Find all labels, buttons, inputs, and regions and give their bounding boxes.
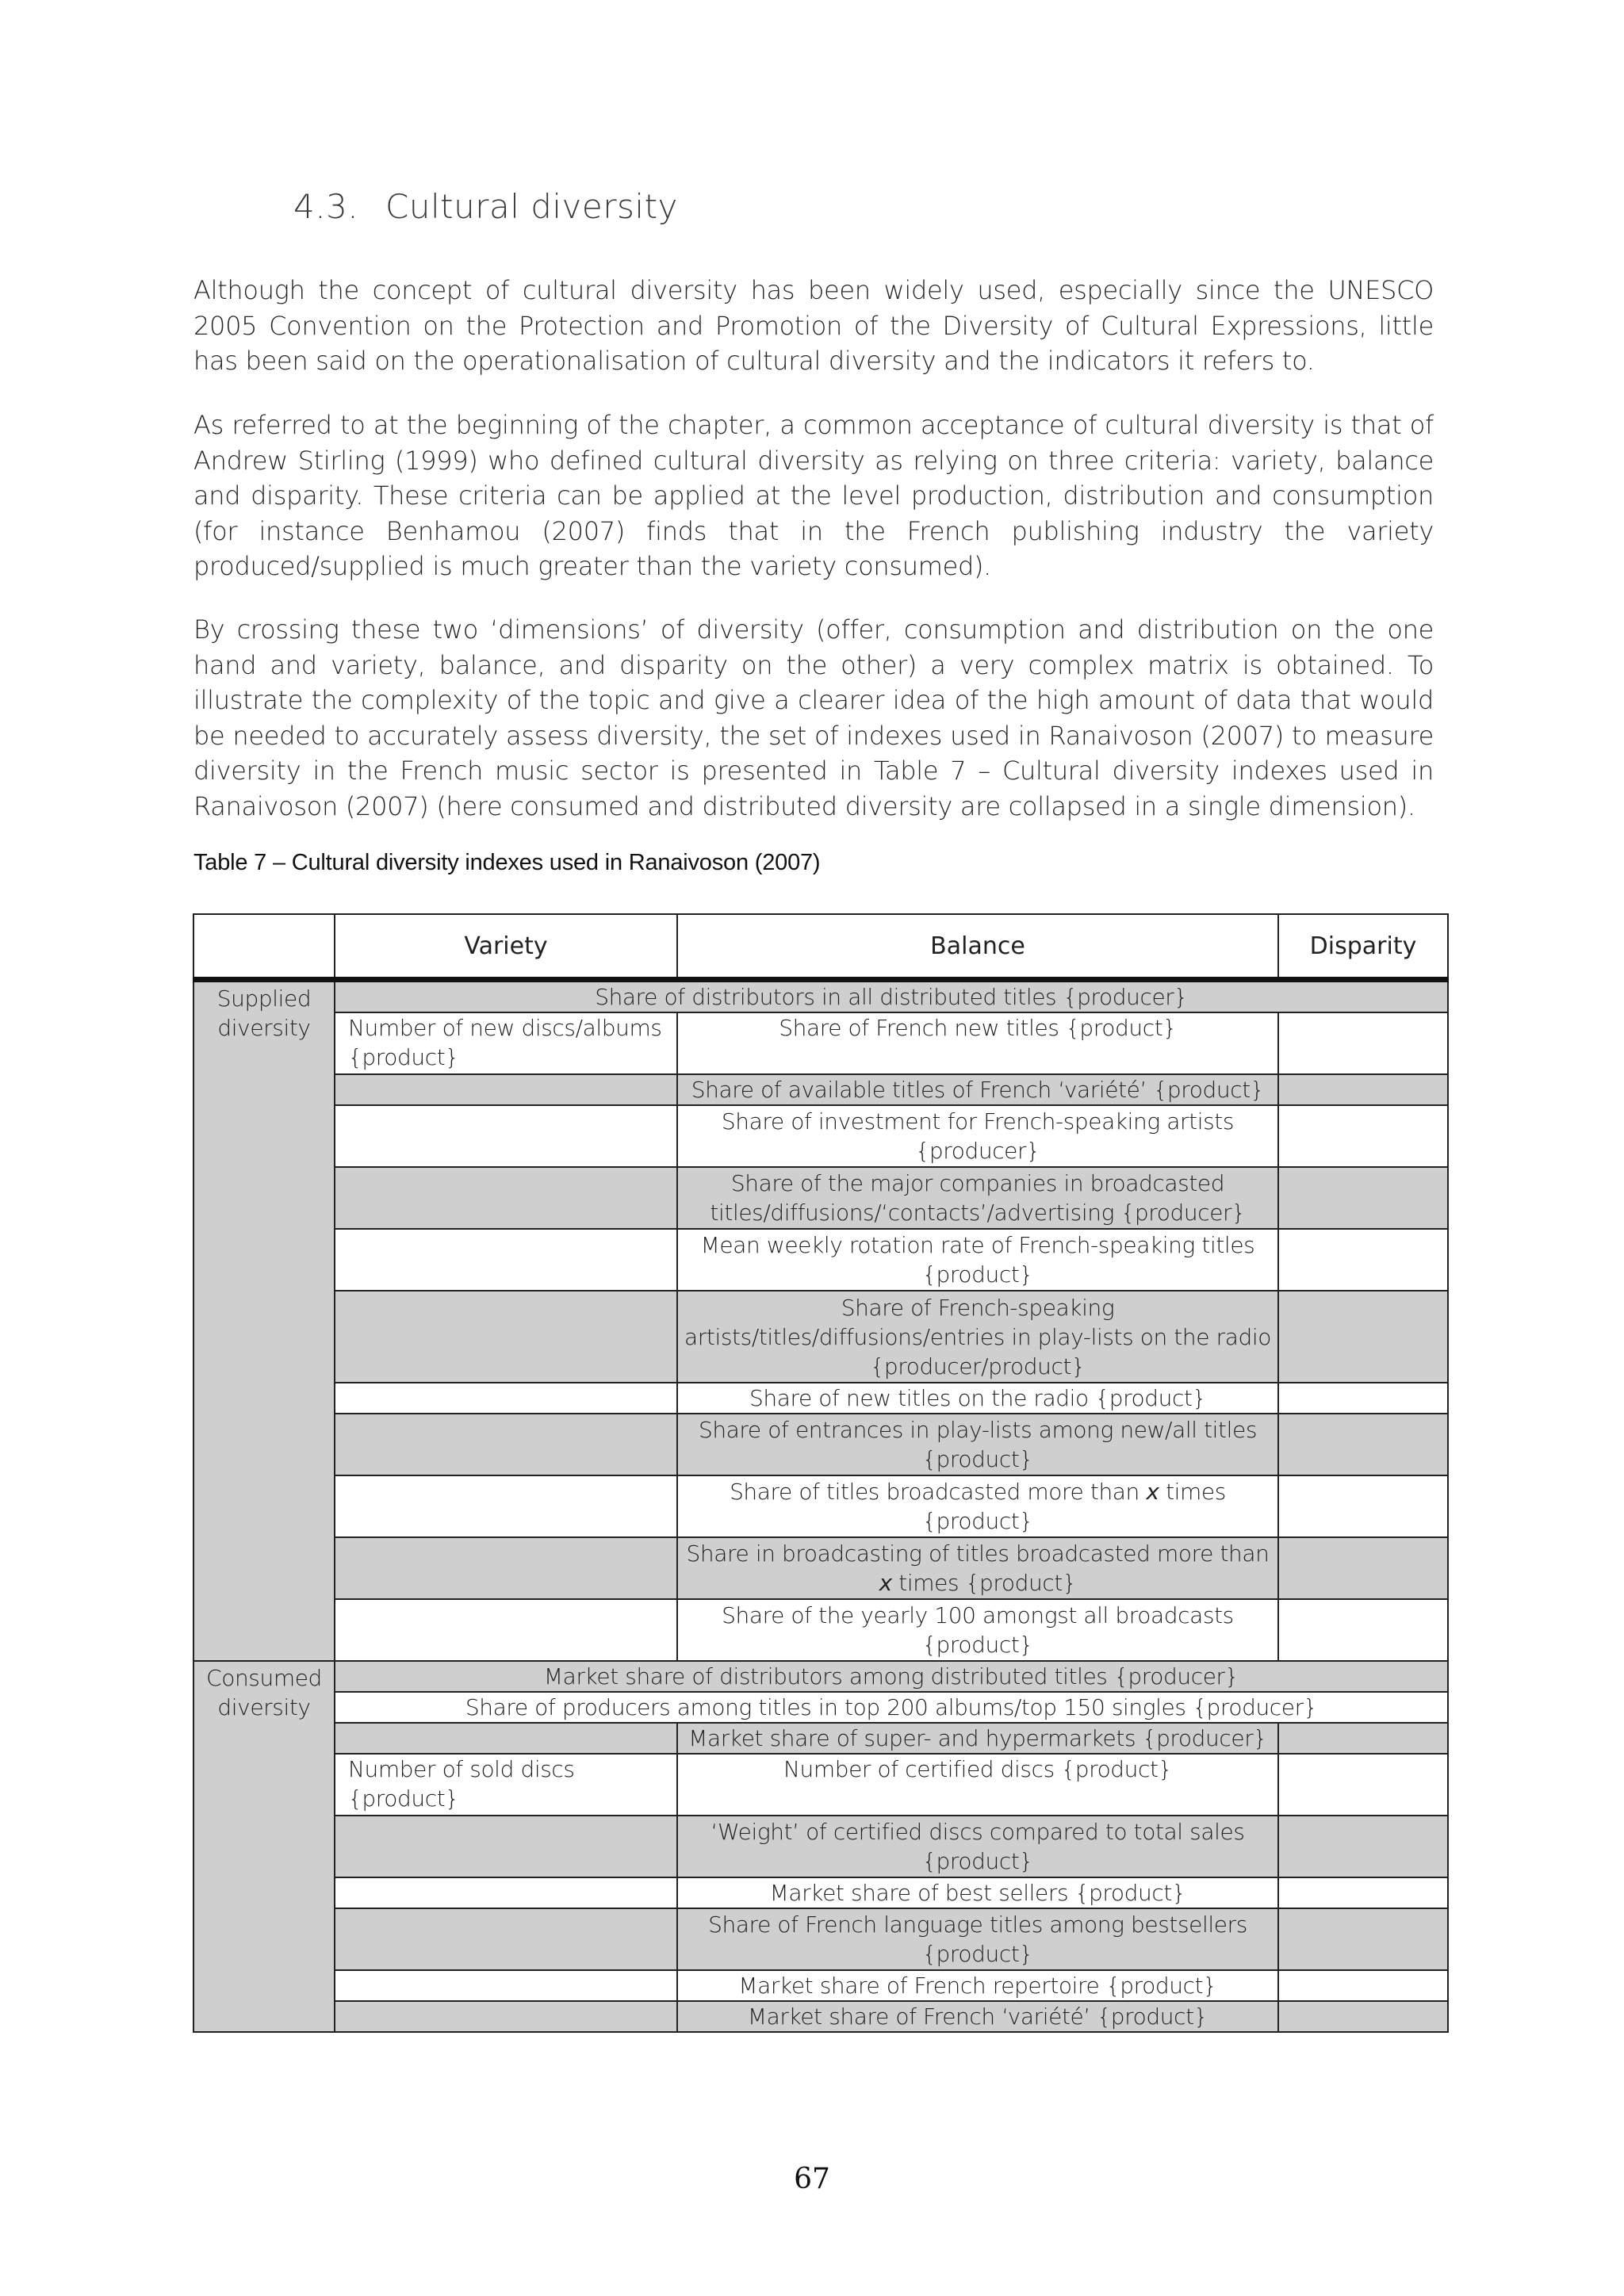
balance-cell: Market share of super- and hypermarkets {producer} (677, 1723, 1278, 1754)
header-variety: Variety (335, 914, 677, 980)
variety-cell (335, 1383, 677, 1414)
variety-cell (335, 1475, 677, 1537)
disparity-cell (1278, 1291, 1448, 1383)
variety-cell (335, 1908, 677, 1970)
disparity-cell (1278, 1970, 1448, 2001)
disparity-cell (1278, 1816, 1448, 1877)
section-number: 4.3. (293, 187, 359, 226)
variety-cell (335, 2001, 677, 2032)
table-row (193, 1475, 1448, 1537)
table-cell-span: Market share of distributors among distributed titles {producer} (335, 1661, 1448, 1692)
balance-cell: Share of new titles on the radio {product} (677, 1383, 1278, 1414)
balance-cell: Market share of best sellers {product} (677, 1877, 1278, 1908)
balance-text-italic: x (879, 1570, 892, 1596)
balance-text: Share of titles broadcasted more than (730, 1479, 1147, 1505)
disparity-cell (1278, 1383, 1448, 1414)
balance-cell: Market share of French ‘variété’ {product} (677, 2001, 1278, 2032)
table-cell-span: Share of distributors in all distributed titles {producer} (335, 980, 1448, 1013)
balance-cell: Share of French language titles among bestsellers {product} (677, 1908, 1278, 1970)
paragraph-2: As referred to at the beginning of the chapter, a common acceptance of cultural diversity is that of Andrew Stirling (1999) who defined cultural diversity as relying on three criteria: variety, balance and disparity. These criteria can be applied at the level production, distribution and consumption (for instance Benhamou (2007) finds that in the French publishing industry the variety produced/supplied is much greater than the variety consumed). (193, 410, 1434, 581)
disparity-cell (1278, 1475, 1448, 1537)
table-row (193, 1723, 1448, 1754)
disparity-cell (1278, 1877, 1448, 1908)
table-row (193, 1692, 1448, 1723)
variety-cell (335, 1105, 677, 1167)
section-title: Cultural diversity (385, 187, 678, 226)
disparity-cell (1278, 1908, 1448, 1970)
group-label-line: Consumed (206, 1665, 322, 1691)
table-row (193, 1877, 1448, 1908)
header-corner-cell (193, 914, 335, 980)
table-row (193, 1908, 1448, 1970)
variety-cell (335, 1414, 677, 1475)
table-row (193, 1414, 1448, 1475)
disparity-cell (1278, 2001, 1448, 2032)
table-row (193, 1074, 1448, 1105)
disparity-cell (1278, 1754, 1448, 1816)
table-cell-span: Share of producers among titles in top 200 albums/top 150 singles {producer} (335, 1692, 1448, 1723)
balance-cell: Share of French-speaking artists/titles/diffusions/entries in play-lists on the radio {producer/product} (677, 1291, 1278, 1383)
table-row (193, 1599, 1448, 1661)
balance-cell: ‘Weight’ of certified discs compared to total sales {product} (677, 1816, 1278, 1877)
row-group-supplied-diversity (193, 980, 335, 1662)
header-disparity: Disparity (1278, 914, 1448, 980)
variety-cell (335, 1816, 677, 1877)
balance-cell: Mean weekly rotation rate of French-speaking titles {product} (677, 1229, 1278, 1291)
disparity-cell (1278, 1229, 1448, 1291)
balance-cell: Share of the major companies in broadcasted titles/diffusions/‘contacts’/advertising {producer} (677, 1167, 1278, 1229)
balance-text: times {product} (922, 1479, 1226, 1534)
table-header-row (193, 914, 1448, 980)
table-row (193, 1167, 1448, 1229)
variety-cell (335, 1167, 677, 1229)
balance-text-italic: x (1146, 1479, 1159, 1505)
disparity-cell (1278, 1074, 1448, 1105)
disparity-cell (1278, 1537, 1448, 1599)
variety-cell: Number of sold discs {product} (335, 1754, 677, 1816)
table-row (193, 1291, 1448, 1383)
balance-cell: Number of certified discs {product} (677, 1754, 1278, 1816)
disparity-cell (1278, 1012, 1448, 1074)
disparity-cell (1278, 1105, 1448, 1167)
table-row (193, 1754, 1448, 1816)
variety-cell (335, 1229, 677, 1291)
balance-cell: Market share of French repertoire {product} (677, 1970, 1278, 2001)
disparity-cell (1278, 1167, 1448, 1229)
page-number: 67 (794, 2163, 830, 2195)
variety-cell (335, 1537, 677, 1599)
balance-text: times {product} (891, 1570, 1077, 1596)
variety-cell (335, 1074, 677, 1105)
table-row (193, 1105, 1448, 1167)
group-label-line: diversity (217, 1694, 311, 1720)
balance-cell (677, 1475, 1278, 1537)
header-balance: Balance (677, 914, 1278, 980)
table-row (193, 1537, 1448, 1599)
variety-cell: Number of new discs/albums {product} (335, 1012, 677, 1074)
table-row (193, 1661, 1448, 1692)
variety-cell (335, 1877, 677, 1908)
variety-cell (335, 1599, 677, 1661)
group-label-line: diversity (217, 1015, 311, 1041)
disparity-cell (1278, 1414, 1448, 1475)
balance-cell: Share of French new titles {product} (677, 1012, 1278, 1074)
balance-cell: Share of entrances in play-lists among new/all titles {product} (677, 1414, 1278, 1475)
table-row (193, 1970, 1448, 2001)
paragraph-1: Although the concept of cultural diversity has been widely used, especially since the UNESCO 2005 Convention on the Protection and Promotion of the Diversity of Cultural Expressions, little has been said on the operationalisation of cultural diversity and the indicators it refers to. (193, 275, 1434, 376)
table-row (193, 1816, 1448, 1877)
table-row (193, 1229, 1448, 1291)
variety-cell (335, 1970, 677, 2001)
variety-cell (335, 1723, 677, 1754)
diversity-indexes-table (193, 913, 1449, 2033)
group-label-line: Supplied (216, 985, 312, 1012)
disparity-cell (1278, 1599, 1448, 1661)
balance-text: Share in broadcasting of titles broadcasted more than (686, 1540, 1270, 1567)
row-group-consumed-diversity (193, 1661, 335, 2032)
balance-cell: Share of the yearly 100 amongst all broadcasts {product} (677, 1599, 1278, 1661)
disparity-cell (1278, 1723, 1448, 1754)
balance-cell: Share of investment for French-speaking artists {producer} (677, 1105, 1278, 1167)
section-heading (293, 187, 678, 226)
table-row (193, 980, 1448, 1013)
table-caption: Table 7 – Cultural diversity indexes used in Ranaivoson (2007) (193, 850, 821, 875)
table-row (193, 2001, 1448, 2032)
balance-cell (677, 1537, 1278, 1599)
balance-cell: Share of available titles of French ‘variété’ {product} (677, 1074, 1278, 1105)
table-row (193, 1383, 1448, 1414)
table-row (193, 1012, 1448, 1074)
variety-cell (335, 1291, 677, 1383)
paragraph-3: By crossing these two ‘dimensions’ of diversity (offer, consumption and distribution on the one hand and variety, balance, and disparity on the other) a very complex matrix is obtained. To illustrate the complexity of the topic and give a clearer idea of the high amount of data that would be needed to accurately assess diversity, the set of indexes used in Ranaivoson (2007) to measure diversity in the French music sector is presented in Table 7 – Cultural diversity indexes used in Ranaivoson (2007) (here consumed and distributed diversity are collapsed in a single dimension). (193, 614, 1434, 821)
